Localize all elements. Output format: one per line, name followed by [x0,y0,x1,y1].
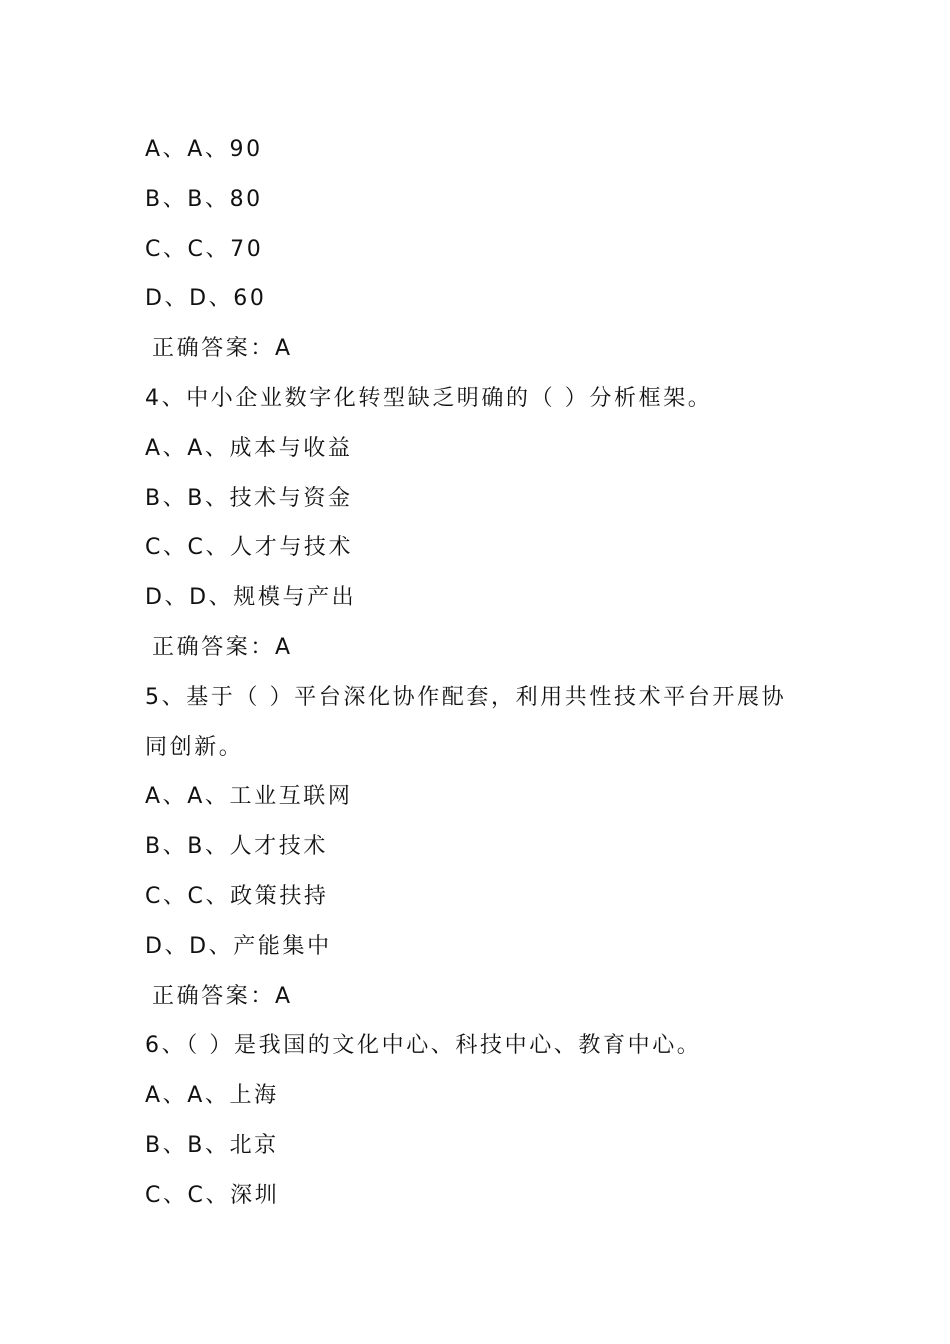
q5-option-a: A、A、工业互联网 [145,784,353,810]
q3-option-a: A、A、90 [145,137,263,162]
q5-question-line-1: 5、基于（ ）平台深化协作配套，利用共性技术平台开展协 [145,684,787,710]
q3-answer: 正确答案：A [152,336,293,362]
q3-option-b: B、B、80 [145,186,263,212]
q4-question: 4、中小企业数字化转型缺乏明确的（ ）分析框架。 [145,385,713,411]
q4-option-b: B、B、技术与资金 [145,485,353,511]
q6-option-b: B、B、北京 [145,1132,279,1158]
question-list [145,125,815,1221]
q6-option-a: A、A、上海 [145,1083,279,1109]
q4-option-d: D、D、规模与产出 [145,585,357,611]
q3-option-d: D、D、60 [145,286,267,312]
q4-answer: 正确答案：A [152,634,293,660]
q4-option-a: A、A、成本与收益 [145,435,353,461]
q3-option-c: C、C、70 [145,236,264,262]
q5-option-c: C、C、政策扶持 [145,883,329,909]
q4-option-c: C、C、人才与技术 [145,535,354,561]
q5-option-b: B、B、人才技术 [145,834,328,860]
q5-option-d: D、D、产能集中 [145,933,332,959]
q6-question: 6、（ ）是我国的文化中心、科技中心、教育中心。 [145,1033,702,1059]
q5-answer: 正确答案：A [152,983,293,1009]
q6-option-c: C、C、深圳 [145,1182,280,1208]
q5-question-line-2: 同创新。 [145,734,244,760]
